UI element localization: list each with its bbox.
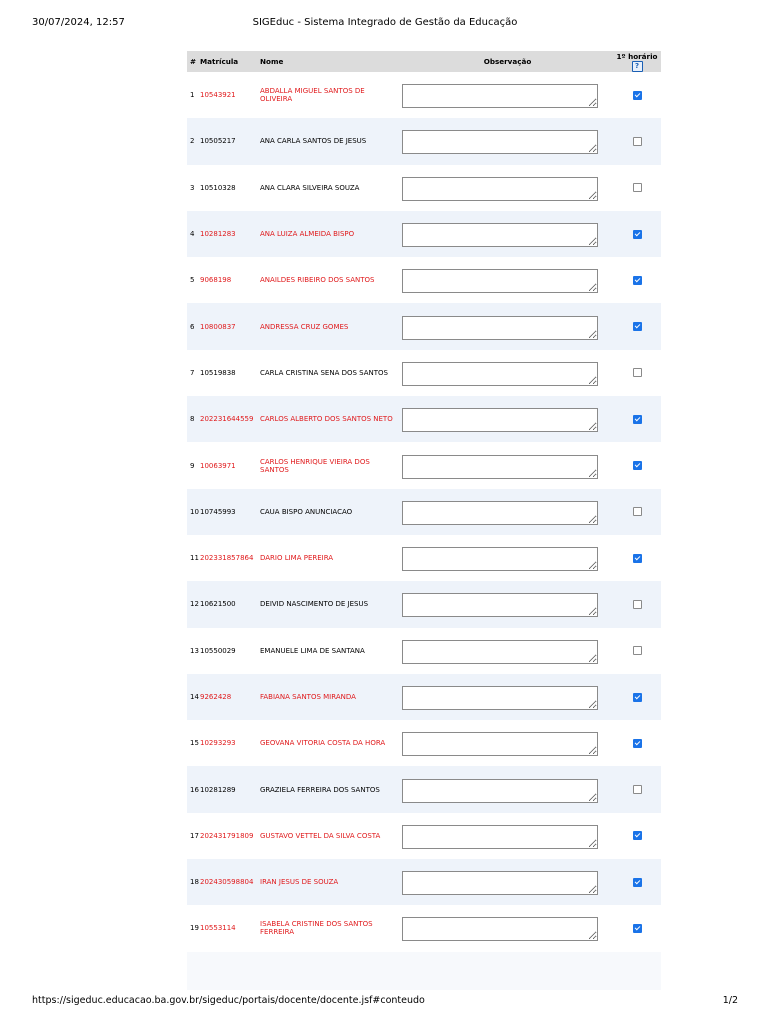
row-observacao-cell (402, 489, 613, 535)
table-row (187, 442, 661, 488)
row-matricula: 9068198 (200, 276, 232, 285)
row-nome: ISABELA CRISTINE DOS SANTOS FERREIRA (260, 920, 373, 937)
print-datetime: 30/07/2024, 12:57 (32, 17, 125, 28)
observacao-textarea[interactable] (402, 408, 598, 432)
row-matricula: 10745993 (200, 507, 236, 516)
table-row (187, 859, 661, 905)
row-observacao-cell (402, 303, 613, 349)
row-matricula: 202430598804 (200, 878, 254, 887)
row-observacao-cell (402, 674, 613, 720)
observacao-textarea[interactable] (402, 640, 598, 664)
row-horario-cell (613, 581, 661, 627)
header-matricula: Matrícula (200, 57, 239, 66)
row-horario-cell (613, 674, 661, 720)
row-observacao-cell (402, 396, 613, 442)
table-row (187, 303, 661, 349)
row-nome: CARLA CRISTINA SENA DOS SANTOS (260, 368, 388, 377)
presence-checkbox[interactable] (633, 739, 642, 748)
presence-checkbox[interactable] (633, 322, 642, 331)
presence-checkbox[interactable] (633, 415, 642, 424)
presence-checkbox[interactable] (633, 183, 642, 192)
row-horario-cell (613, 442, 661, 488)
row-index: 1 (190, 91, 195, 100)
row-horario-cell (613, 489, 661, 535)
row-index: 4 (190, 230, 195, 239)
row-observacao-cell (402, 905, 613, 951)
observacao-textarea[interactable] (402, 269, 598, 293)
row-horario-cell (613, 303, 661, 349)
presence-checkbox[interactable] (633, 137, 642, 146)
row-index: 9 (190, 461, 195, 470)
row-index: 14 (190, 693, 199, 701)
row-matricula: 202231644559 (200, 415, 254, 424)
row-nome: ABDALLA MIGUEL SANTOS DE OLIVEIRA (260, 87, 365, 104)
observacao-textarea[interactable] (402, 871, 598, 895)
header-nome: Nome (260, 57, 284, 66)
header-horario-label: 1º horário (616, 52, 658, 61)
table-row (187, 396, 661, 442)
presence-checkbox[interactable] (633, 461, 642, 470)
table-row (187, 766, 661, 812)
row-index: 10 (190, 507, 199, 516)
observacao-textarea[interactable] (402, 316, 598, 340)
row-nome: DEIVID NASCIMENTO DE JESUS (260, 600, 369, 609)
observacao-textarea[interactable] (402, 686, 598, 710)
row-horario-cell (613, 118, 661, 164)
row-nome: ANAILDES RIBEIRO DOS SANTOS (260, 276, 375, 285)
presence-checkbox[interactable] (633, 924, 642, 933)
row-nome: ANDRESSA CRUZ GOMES (260, 322, 349, 331)
print-footer (32, 995, 738, 1009)
row-matricula: 10550029 (200, 646, 236, 655)
print-page-number: 1/2 (722, 995, 738, 1006)
table-row (187, 118, 661, 164)
row-horario-cell (613, 720, 661, 766)
row-index: 8 (190, 415, 195, 424)
row-nome: ANA CLARA SILVEIRA SOUZA (260, 183, 360, 192)
row-nome: CARLOS ALBERTO DOS SANTOS NETO (260, 415, 393, 424)
row-horario-cell (613, 165, 661, 211)
row-observacao-cell (402, 118, 613, 164)
observacao-textarea[interactable] (402, 84, 598, 108)
presence-checkbox[interactable] (633, 276, 642, 285)
row-observacao-cell (402, 720, 613, 766)
observacao-textarea[interactable] (402, 593, 598, 617)
table-row (187, 628, 661, 674)
row-observacao-cell (402, 72, 613, 118)
presence-checkbox[interactable] (633, 693, 642, 702)
row-matricula: 10505217 (200, 137, 236, 146)
row-matricula: 10553114 (200, 924, 236, 933)
presence-checkbox[interactable] (633, 507, 642, 516)
row-nome: IRAN JESUS DE SOUZA (260, 878, 339, 887)
row-matricula: 202331857864 (200, 554, 254, 563)
table-row (187, 813, 661, 859)
row-matricula: 10281289 (200, 785, 236, 794)
row-horario-cell (613, 535, 661, 581)
row-nome: DARIO LIMA PEREIRA (260, 554, 334, 563)
row-nome: FABIANA SANTOS MIRANDA (260, 693, 356, 701)
row-nome: GUSTAVO VETTEL DA SILVA COSTA (260, 831, 381, 840)
row-observacao-cell (402, 211, 613, 257)
row-nome: GRAZIELA FERREIRA DOS SANTOS (260, 785, 380, 794)
header-index: # (190, 57, 197, 66)
presence-checkbox[interactable] (633, 878, 642, 887)
observacao-textarea[interactable] (402, 223, 598, 247)
header-observacao: Observação (483, 57, 532, 66)
row-nome: CAUA BISPO ANUNCIACAO (260, 507, 353, 516)
presence-checkbox[interactable] (633, 646, 642, 655)
row-nome: ANA LUIZA ALMEIDA BISPO (260, 230, 355, 239)
row-matricula: 202431791809 (200, 831, 254, 840)
observacao-textarea[interactable] (402, 177, 598, 201)
row-matricula: 10293293 (200, 739, 236, 748)
presence-checkbox[interactable] (633, 554, 642, 563)
row-observacao-cell (402, 165, 613, 211)
row-nome: ANA CARLA SANTOS DE JESUS (260, 137, 367, 146)
table-row (187, 905, 661, 951)
row-observacao-cell (402, 257, 613, 303)
row-horario-cell (613, 628, 661, 674)
row-horario-cell (613, 813, 661, 859)
row-matricula: 10510328 (200, 183, 236, 192)
row-matricula: 10063971 (200, 461, 236, 470)
table-row (187, 720, 661, 766)
table-row (187, 489, 661, 535)
row-matricula: 10621500 (200, 600, 236, 609)
print-url: https://sigeduc.educacao.ba.gov.br/sigeduc/portais/docente/docente.jsf#conteudo (32, 995, 425, 1006)
row-matricula: 9262428 (200, 693, 232, 701)
presence-checkbox[interactable] (633, 785, 642, 794)
row-observacao-cell (402, 350, 613, 396)
row-horario-cell (613, 211, 661, 257)
row-index: 3 (190, 183, 195, 192)
row-index: 17 (190, 831, 199, 840)
observacao-textarea[interactable] (402, 825, 598, 849)
row-observacao-cell (402, 581, 613, 627)
row-index: 15 (190, 739, 199, 748)
table-body (187, 72, 661, 952)
row-matricula: 10543921 (200, 91, 236, 100)
row-observacao-cell (402, 535, 613, 581)
row-matricula: 10519838 (200, 368, 236, 377)
row-matricula: 10281283 (200, 230, 236, 239)
row-matricula: 10800837 (200, 322, 236, 331)
presence-checkbox[interactable] (633, 230, 642, 239)
row-horario-cell (613, 72, 661, 118)
row-horario-cell (613, 905, 661, 951)
row-index: 12 (190, 600, 199, 609)
row-nome: CARLOS HENRIQUE VIEIRA DOS SANTOS (260, 457, 370, 474)
print-page-title: SIGEduc - Sistema Integrado de Gestão da Educação (252, 17, 518, 28)
observacao-textarea[interactable] (402, 547, 598, 571)
row-horario-cell (613, 350, 661, 396)
table-row (187, 72, 661, 118)
row-index: 16 (190, 785, 199, 794)
row-observacao-cell (402, 859, 613, 905)
presence-checkbox[interactable] (633, 831, 642, 840)
table-row (187, 211, 661, 257)
row-horario-cell (613, 859, 661, 905)
row-horario-cell (613, 257, 661, 303)
presence-checkbox[interactable] (633, 91, 642, 100)
row-index: 5 (190, 276, 195, 285)
attendance-table-container (187, 51, 661, 990)
table-row (187, 674, 661, 720)
observacao-textarea[interactable] (402, 917, 598, 941)
table-row (187, 581, 661, 627)
header-horario (613, 51, 661, 72)
table-row (187, 350, 661, 396)
presence-checkbox[interactable] (633, 600, 642, 609)
observacao-textarea[interactable] (402, 732, 598, 756)
row-nome: GEOVANA VITORIA COSTA DA HORA (260, 739, 386, 748)
table-row (187, 535, 661, 581)
table-row (187, 257, 661, 303)
row-observacao-cell (402, 442, 613, 488)
observacao-textarea[interactable] (402, 779, 598, 803)
attendance-table (187, 51, 661, 952)
observacao-textarea[interactable] (402, 455, 598, 479)
observacao-textarea[interactable] (402, 501, 598, 525)
row-index: 19 (190, 924, 199, 933)
presence-checkbox[interactable] (633, 368, 642, 377)
print-header (32, 17, 738, 31)
row-index: 18 (190, 878, 199, 887)
row-index: 13 (190, 646, 199, 655)
observacao-textarea[interactable] (402, 362, 598, 386)
row-nome: EMANUELE LIMA DE SANTANA (260, 646, 365, 655)
observacao-textarea[interactable] (402, 130, 598, 154)
table-header-row (187, 51, 661, 72)
table-row (187, 165, 661, 211)
row-index: 2 (190, 137, 195, 146)
row-horario-cell (613, 766, 661, 812)
row-index: 7 (190, 368, 195, 377)
row-observacao-cell (402, 766, 613, 812)
help-icon[interactable]: ? (632, 61, 643, 72)
row-index: 11 (190, 554, 199, 563)
row-index: 6 (190, 322, 195, 331)
row-observacao-cell (402, 813, 613, 859)
row-observacao-cell (402, 628, 613, 674)
row-horario-cell (613, 396, 661, 442)
